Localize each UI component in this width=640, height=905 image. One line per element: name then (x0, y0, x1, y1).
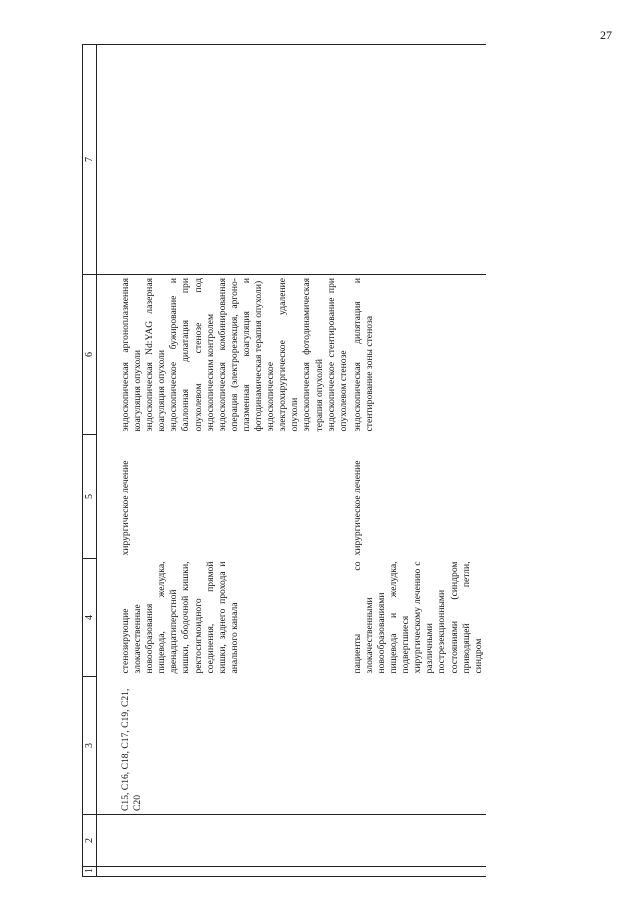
cell-diagnosis (97, 559, 351, 677)
header-col-2: 2 (83, 815, 97, 867)
method-item: эндоскопическая фотодинамическая терапия опухолей (301, 278, 325, 432)
header-col-3: 3 (83, 677, 97, 815)
page-number: 27 (600, 28, 612, 42)
method-item: эндоскопическое стентирование при опухолевом стенозе (325, 278, 349, 432)
diagnosis-text: стенозирующие злокачественные новообразования пищевода, желудка, двенадцатиперстной кишки, ободочной кишки, ректосигмоидного соединения, прямой кишки, заднего прохода и анального канала (120, 561, 240, 674)
treatment-type-text: хирургическое лечение (351, 460, 363, 556)
method-item: эндоскопическая Nd:YAG лазерная коагуляция опухоли (144, 278, 168, 432)
header-col-6: 6 (83, 275, 97, 435)
cell-col-7 (97, 45, 486, 275)
table-row (97, 45, 351, 877)
method-item: эндоскопическая дилятация и стентирование зоны стеноза (351, 278, 375, 432)
rotated-table-container (82, 45, 588, 877)
header-row (83, 45, 97, 877)
cell-methods (97, 275, 351, 435)
header-col-4: 4 (83, 559, 97, 677)
cell-treatment-type (351, 435, 486, 559)
cell-codes (351, 677, 486, 815)
cell-diagnosis (351, 559, 486, 677)
header-col-7: 7 (83, 45, 97, 275)
header-col-1: 1 (83, 867, 97, 877)
treatment-type-text: хирургическое лечение (120, 460, 131, 556)
codes-text: C15, C16, C18, C17, C19, C21, C20 (120, 688, 144, 811)
treatment-table (82, 44, 486, 877)
method-item: эндоскопическое электрохирургическое удаление опухоли (265, 278, 301, 432)
cell-col-1 (97, 867, 486, 877)
header-col-5: 5 (83, 435, 97, 559)
cell-methods (351, 275, 486, 435)
method-item: эндоскопическая аргоноплазменная коагуляция опухоли (120, 278, 144, 432)
cell-treatment-type (97, 435, 351, 559)
cell-codes (97, 677, 351, 815)
cell-col-2 (97, 815, 486, 867)
method-item: эндоскопическая комбинированная операция (электрорезекция, аргоно-плазменная коагуляция и фотодинамическая терапия опухоли) (216, 278, 265, 432)
method-item: эндоскопическое бужирование и баллонная дилатация при опухолевом стенозе под эндоскопическим контролем (168, 278, 216, 432)
diagnosis-text: пациенты со злокачественными новообразованиями пищевода и желудка, подвергшиеся хирургическому лечению с различными пострезекционными состояниями (синдром приводящей петли, синдром (351, 561, 484, 674)
